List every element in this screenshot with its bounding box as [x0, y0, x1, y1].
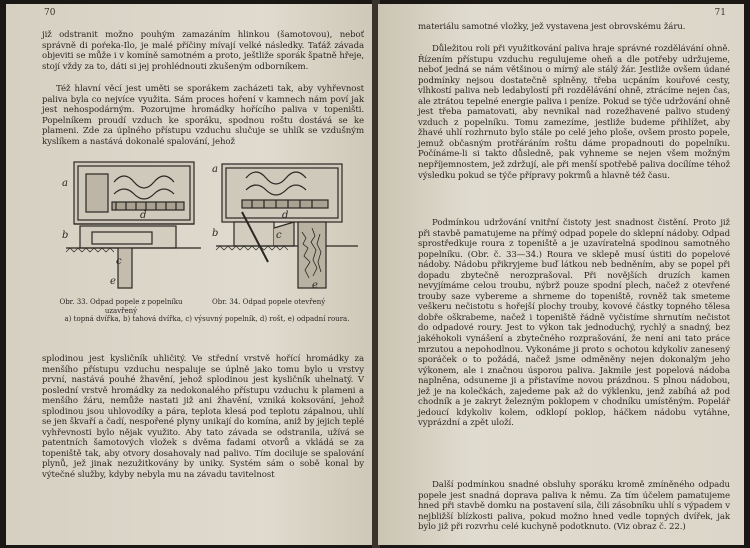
right-page [378, 4, 744, 545]
label-e-33: e [110, 276, 116, 287]
left-paragraph-2: Též hlavní věcí jest uměti se sporákem zacházeti tak, aby vyhřevnost paliva byla co nejvíce využita. Sám proces hoření v kamnech nám poví jak jest nehospodárným. Pozorujme hromádky hořícího paliva v topeništi. Popelníkem proudí vzduch ke sporáku, spodnou roštu dostává se ke plameni. Zde za úplného přístupu vzduchu slučuje se uhlík se vzdušným kyslíkem a nastává dokonalé spalování, jehož [42, 84, 364, 147]
left-page [6, 4, 374, 545]
label-a-33: a [62, 178, 68, 189]
left-paragraph-1: již odstranit možno pouhým zamazáním hlinkou (šamotovou), neboť správně di poŕeka-Ilo, je malé příčiny mívají velké následky. Taťáž závada objeviti se může i v komíně samotném a proto, ještliže sporák špatně hřeje, stojí vždy za to, dáti si jej prohlédnouti zkušeným odborníkem. [42, 30, 364, 72]
figure-34-caption: Obr. 34. Odpad popele otevřený [212, 298, 326, 306]
label-c-33: c [116, 256, 122, 267]
right-paragraph-1: materiálu samotné vložky, jež vystavena jest obrovskému žáru. [418, 22, 686, 32]
label-b-33: b [62, 230, 69, 241]
figure-33-illustration [56, 152, 206, 292]
label-d-33: d [140, 210, 147, 221]
label-e-34: e [312, 280, 318, 291]
figure-legend: a) topná dvířka, b) tahová dvířka, c) výsuvný popelník, d) rošt, e) odpadní roura. [64, 315, 350, 323]
figure-block [42, 152, 364, 344]
right-paragraph-4: Další podmínkou snadné obsluhy sporáku kromě zmíněného odpadu popele jest snadná doprava paliva k němu. Za tím účelem pamatujeme hned při stavbě domku na postavení sila, čili zásobníku uhlí s výpadem v nejbližší blízkosti paliva, pokud možno hned vedle topných dvířek, jak bylo již při rozvrhu celé kuchyně podotknuto. (Viz obraz č. 22.) [418, 480, 730, 533]
right-paragraph-2: Důležitou roli při využitkování paliva hraje správné rozdělávání ohně. Řízením přístupu vzduchu regulujeme oheň a dle potřeby udržujeme, neboť jedná se nám většinou o mírný ale stálý žár. Jestliže ovšem údané podmínky nejsou dostatečně splněny, třeba ucpáním kouřové cesty, vlhkostí paliva neb ledabylostí při rozdělávání ohně, ztrácíme nejen čas, ale ztrátou tepelné energie paliva i peníze. Pokud se týče udržování ohně jest třeba pamatovati, aby nevnikal nad rozežhavené palivo studený vzduch z popelníku. Tomu zamezíme, jestliže budeme přihlížet, aby žhavé uhlí rozhrnuto bylo stále po celé jeho ploše, ovšem prosto popele, jemuž občasným protřáráním roštu dáme propadnouti do popelníku. Počínáme-li si takto důsledně, pak vyhneme se nejen všem možným nepříjemnostem, jež zdržují, ale při menší spotřebě paliva docílíme téhož výsledku pokud se týče přípravy pokrmů a hlavně též času. [418, 44, 730, 181]
figure-34-illustration [212, 152, 362, 292]
label-b-34: b [212, 228, 219, 239]
left-paragraph-3: splodinou jest kysličník uhličitý. Ve střední vrstvě hořící hromádky za menšího přístupu vzduchu nespaluje se úplně jako tomu bylo u vrstvy první, nastává pouhé žhavění, jehož splodinou jest kysličník uhelnatý. V poslední vrstvě hromádky za nedokonalého přístupu vzduchu k plameni a menšího žáru, nemůže nastati již ani žhavění, vzniká koksování, jehož splodinou jsou uhlovodíky a pára, teplota klesá pod teplotu zápalnou, uhlí se jen škvaří a čadí, nespořené plyny unikají do komína, aniž by jejich teplé vyhřevnosti bylo nějak využito. Aby tato závada se odstranila, užívá se patentních šamotových vložek s dvěma fadami otvorů a vkládá se za topeniště tak, aby otvory dosahovaly nad palivo. Tím dociluje se spalování plynů, jež jinak nezužitkovány by uniky. Systém sám o sobě konal by výtečné služby, kdyby nebyla mu na závadu tavitelnost [42, 354, 364, 481]
label-a-34: a [212, 164, 218, 175]
right-paragraph-3: Podmínkou udržování vnitřní čistoty jest snadnost čistění. Proto již při stavbě pamatujeme na přímý odpad popele do sklepní nádoby. Odpad sprostředkuje roura z topeniště a je uzavíratelná spodinou samotného popelníku. (Obr. č. 33—34.) Roura ve sklepě musí ústiti do popelové nádoby. Nádobu přikryjeme buď látkou neb bedněním, aby se popel při dopadu zbytečně nerozprašoval. Při novějších druzích kamen nevyjímáme celou troubu, nýbrž pouze spodní plech, načež z otevřené trouby saze vybereme a shrneme do topeniště, rovněž tak smeteme veškeru nečistotu s hořejší plochy trouby, kovové částky topného tělesa dobře oškrabeme, načež i topeniště řádně vyčistíme shrnutím nečistot do odpadové roury. Jest to výkon tak jednoduchý, rychlý a snadný, bez jakéhokoli vynášení a zbytečného rozprašování, že není ani tato práce mrzutou a nepohodlnou. Vykonáme ji proto s ochotou kdykoliv zanesený sporáček o to požádá, načež jsme odměněny nejen dokonalým jeho výkonem, ale i značnou úsporou paliva. Jakmile jest popelová nádoba naplněna, odsuneme ji a přistavíme novou prázdnou. S plnou nádobou, jež je na kolečkách, zajedeme pak až do výklenku, jenž zabíhá až pod chodník a je zakryt železným poklopem v chodníku umístěným. Popelář jedoucí kdykoliv kolem, odklopí poklop, háčkem nádobu vytáhne, vyprázdní a zpět uloží. [418, 218, 730, 429]
label-d-34: d [282, 210, 289, 221]
page-number-right: 71 [714, 8, 726, 18]
page-number-left: 70 [44, 8, 56, 18]
figure-33-caption: Obr. 33. Odpad popele z popelníku uzavřený [59, 298, 183, 315]
label-c-34: c [276, 230, 282, 241]
